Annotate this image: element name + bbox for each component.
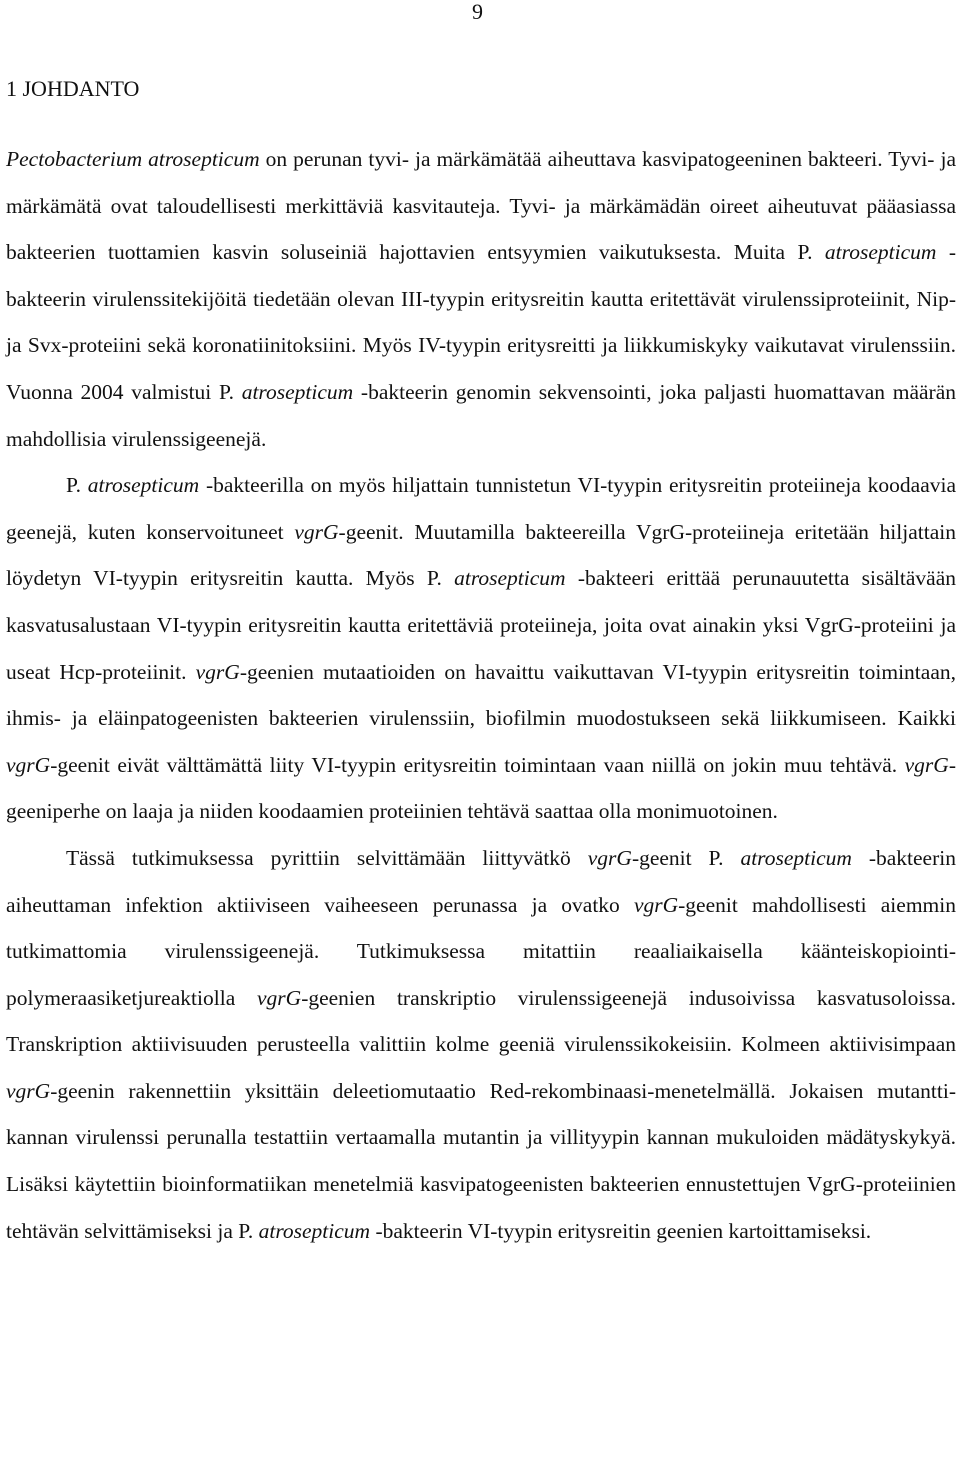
text-run: -bakteerin virulenssitekijöitä tiedetään olevan III-tyypin eritysreitin kautta eritettävät virulenssiproteiinit, Nip- ja Svx-proteiini sekä koronatiinitoksiini. Myös IV-tyypin eritysreitti ja liikkumiskyky vaikutavat virulenssiin. Vuonna 2004 valmistui P. bbox=[6, 240, 956, 404]
italic-term: atrosepticum bbox=[824, 240, 937, 265]
text-run: -geenit. Muutamilla bakteereilla VgrG-proteiineja eritetään hiljattain löydetyn VI-tyypin eritysreitin kautta. Myös P. bbox=[6, 519, 956, 591]
text-run: -geenien transkriptio virulenssigeenejä indusoivissa kasvatusoloissa. Transkription aktiivisuuden perusteella valittiin kolme geeniä virulenssikokeisiin. Kolmeen aktiivisimpaan bbox=[6, 985, 957, 1057]
page-number: 9 bbox=[472, 0, 483, 24]
italic-term: vgrG bbox=[633, 892, 679, 917]
italic-term: Pectobacterium atrosepticum bbox=[6, 147, 260, 171]
italic-term: vgrG bbox=[294, 519, 339, 544]
text-run: -bakteerin genomin sekvensointi, joka paljasti huomattavan määrän mahdollisia virulenssigeenejä. bbox=[6, 379, 956, 451]
italic-term: vgrG bbox=[195, 659, 240, 684]
body-text bbox=[6, 136, 956, 1254]
italic-term: atrosepticum bbox=[241, 379, 354, 404]
italic-term: vgrG bbox=[257, 985, 302, 1010]
paragraph-3 bbox=[6, 835, 956, 1254]
text-run: on perunan tyvi- ja märkämätää aiheuttava kasvipatogeeninen bakteeri. Tyvi- ja märkämätä ovat taloudellisesti merkittäviä kasvitauteja. Tyvi- ja märkämädän oireet aiheutuvat pääasiassa bakteerien tuottamien kasvin soluseiniä hajottavien entsyymien vaikutuksesta. Muita P. bbox=[6, 147, 956, 265]
text-run: P. bbox=[66, 473, 88, 498]
paragraph-2 bbox=[6, 462, 956, 835]
italic-term: vgrG bbox=[904, 752, 949, 777]
italic-term: vgrG bbox=[6, 752, 51, 777]
italic-term: atrosepticum bbox=[258, 1218, 371, 1243]
italic-term: atrosepticum bbox=[454, 566, 566, 591]
italic-term: atrosepticum bbox=[87, 473, 200, 498]
text-run: -bakteerilla on myös hiljattain tunnistetun VI-tyypin eritysreitin proteiineja koodaavia geenejä, kuten konservoituneet bbox=[6, 473, 956, 544]
text-run: -geenit P. bbox=[631, 845, 741, 870]
text-run: -bakteeri erittää perunauutetta sisältävään kasvatusalustaan VI-tyypin eritysreitin kautta eritettäviä proteiineja, joita ovat ainakin yksi VgrG-proteiini ja useat Hcp-proteiinit. bbox=[6, 566, 956, 684]
text-run: -geenin rakennettiin yksittäin deleetiomutaatio Red-rekombinaasi-menetelmällä. Jokaisen mutanttikannan virulenssi perunalla testattiin vertaamalla mutantin ja villityypin kannan mukuloiden mädätyskykyä. Lisäksi käytettiin bioinformatiikan menetelmiä kasvipatogeenisten bakteerien ennustettujen VgrG-proteiinien tehtävän selvittämiseksi ja P. bbox=[6, 1078, 956, 1243]
paragraph-1 bbox=[6, 136, 956, 462]
text-run: -geenit eivät välttämättä liity VI-tyypin eritysreitin toimintaan vaan niillä on jokin muu tehtävä. bbox=[50, 752, 905, 777]
italic-term: vgrG bbox=[587, 845, 632, 870]
text-run: -geenit mahdollisesti aiemmin tutkimattomia virulenssigeenejä. Tutkimuksessa mitattiin reaaliaikaisella käänteiskopiointi-polymeraasiketjureaktiolla bbox=[6, 892, 956, 1010]
section-heading: 1 JOHDANTO bbox=[6, 76, 140, 101]
text-run: -geenien mutaatioiden on havaittu vaikuttavan VI-tyypin eritysreitin toimintaan, ihmis- ja eläinpatogeenisten bakteerien virulenssiin, biofilmin muodostukseen sekä liikkumiseen. Kaikki bbox=[6, 659, 956, 731]
italic-term: vgrG bbox=[6, 1078, 51, 1103]
text-run: Tässä tutkimuksessa pyrittiin selvittämään liittyvätkö bbox=[66, 845, 588, 870]
text-run: -bakteerin aiheuttaman infektion aktiiviseen vaiheeseen perunassa ja ovatko bbox=[6, 845, 956, 917]
text-run: -bakteerin VI-tyypin eritysreitin geenien kartoittamiseksi. bbox=[370, 1218, 872, 1243]
italic-term: atrosepticum bbox=[740, 845, 852, 870]
text-run: -geeniperhe on laaja ja niiden koodaamien proteiinien tehtävä saattaa olla monimuotoinen. bbox=[6, 752, 956, 824]
